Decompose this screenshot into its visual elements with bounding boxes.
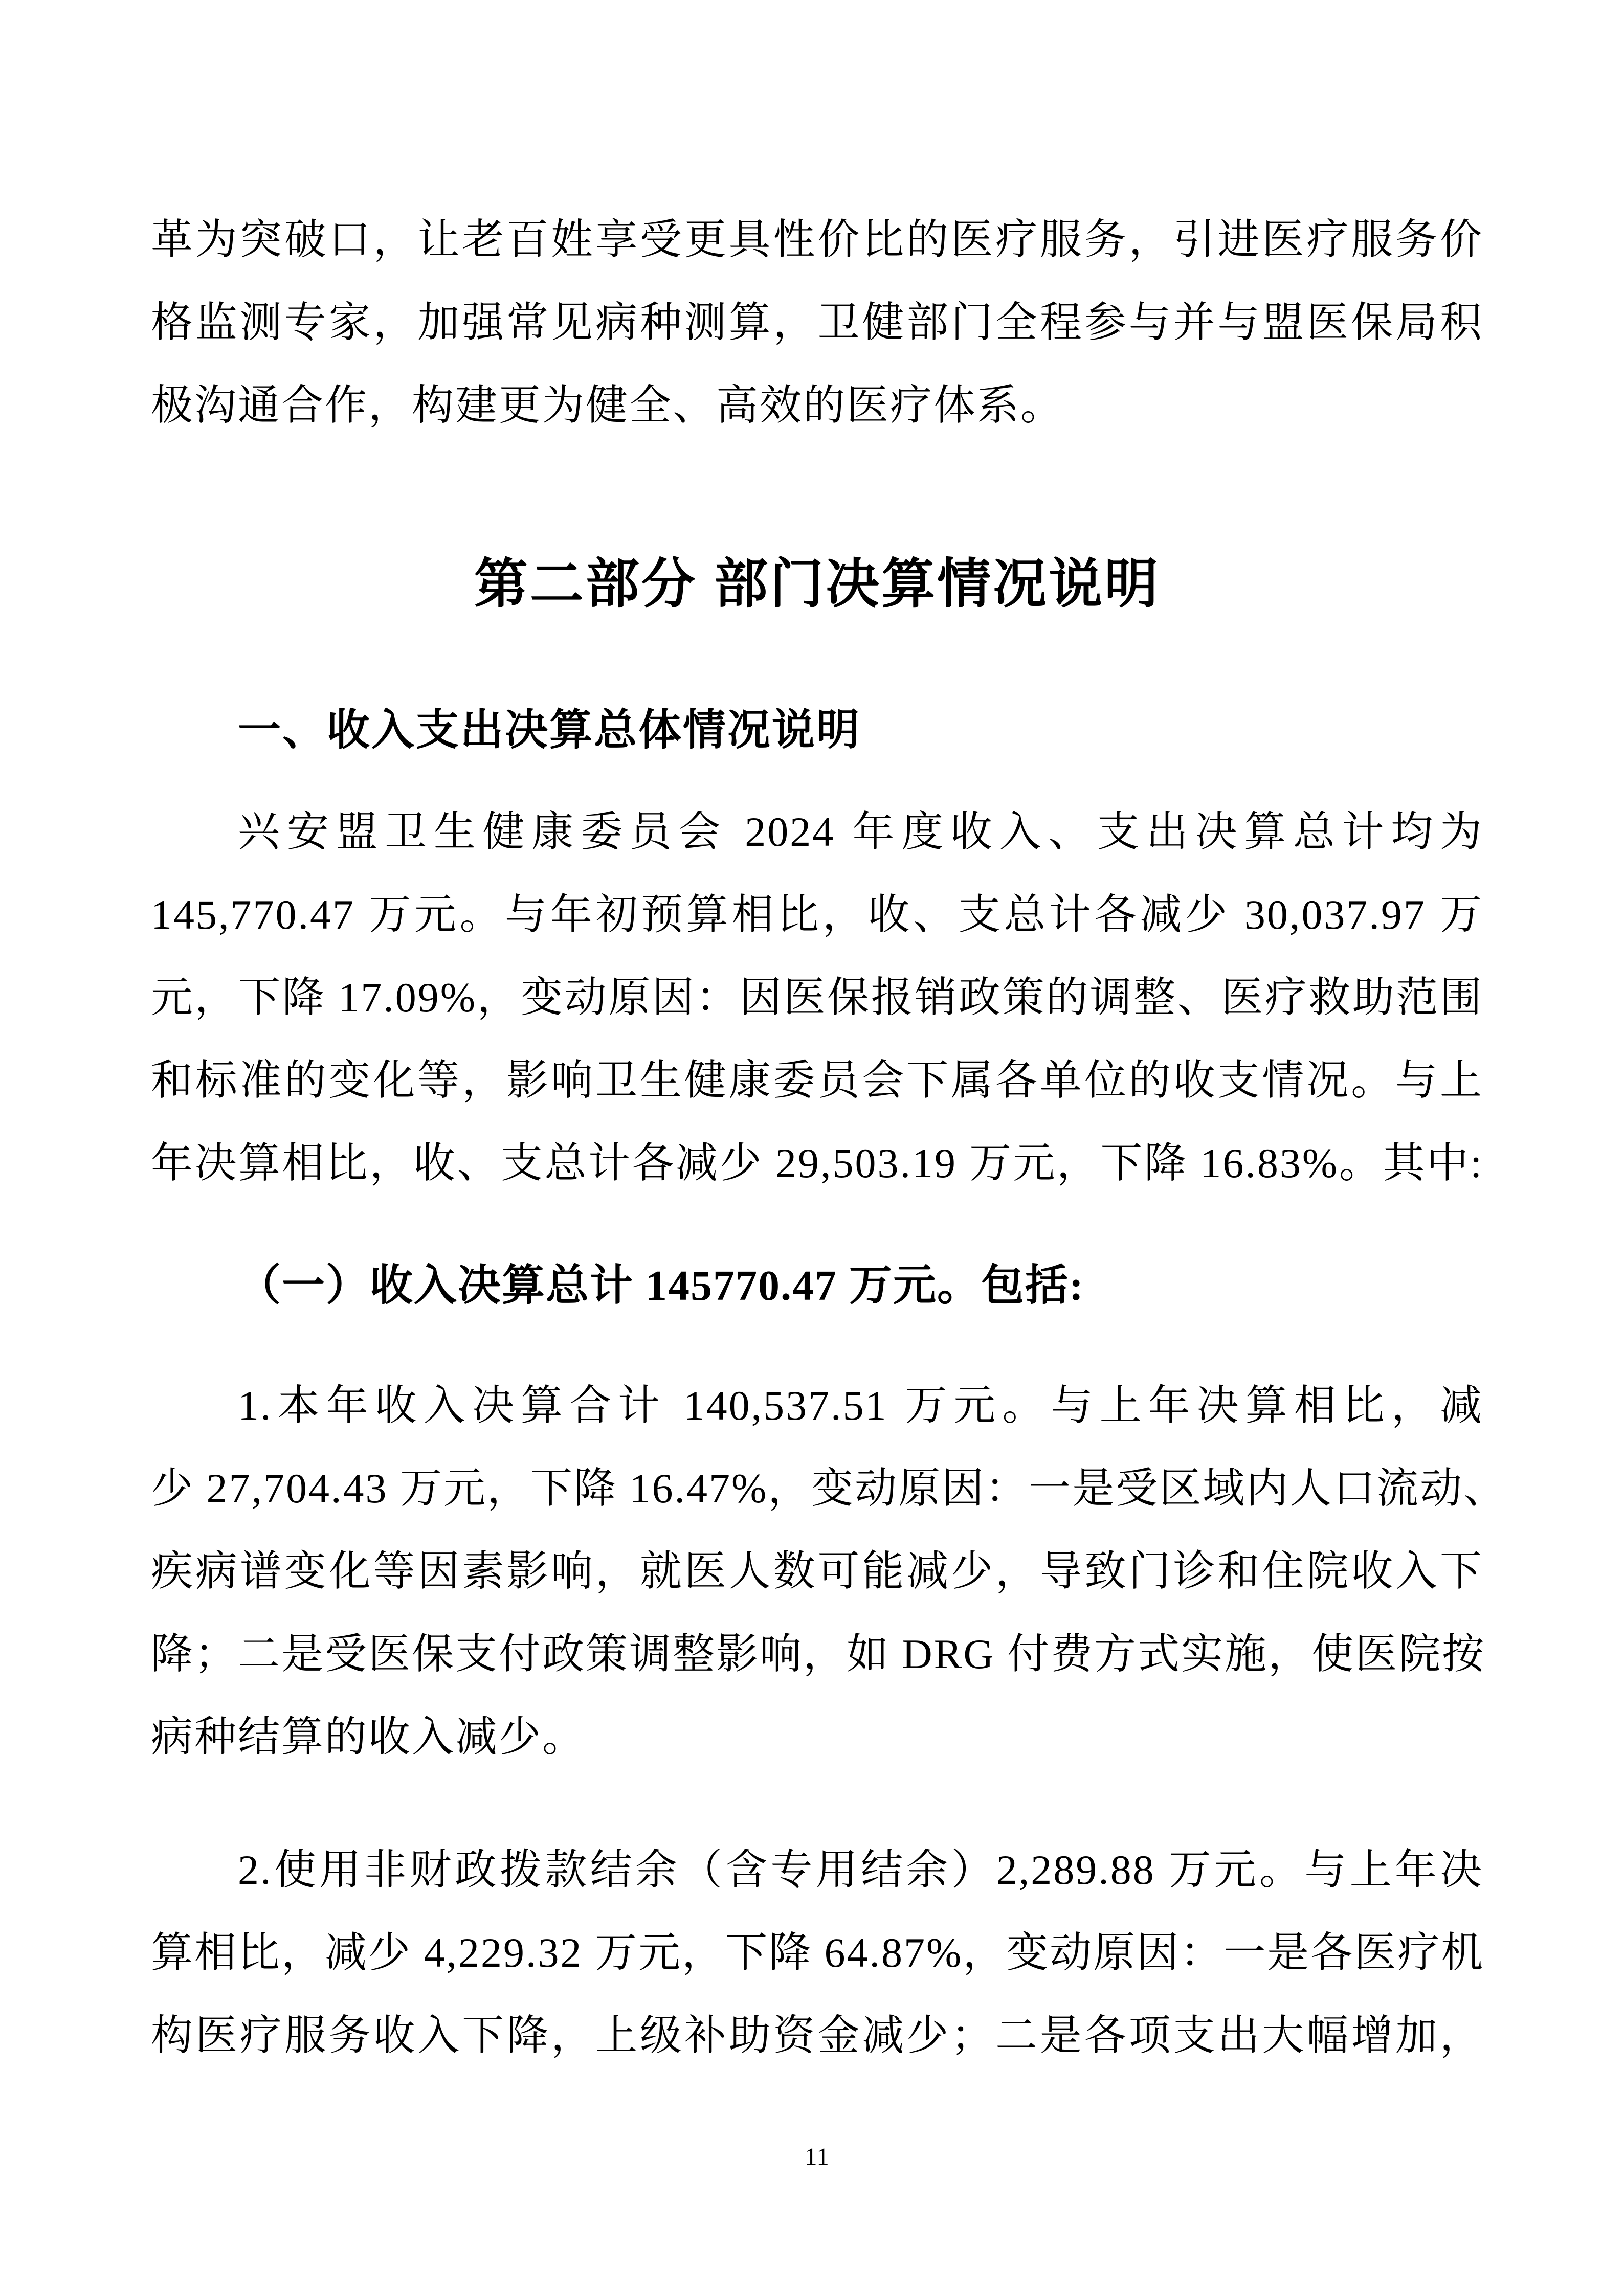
item2-paragraph: [151, 1829, 1483, 2077]
text-line: 和标准的变化等，影响卫生健康委员会下属各单位的收支情况。与上: [151, 1057, 1483, 1104]
text-line: 病种结算的收入减少。: [151, 1714, 586, 1760]
text-line: 降；二是受医保支付政策调整影响，如 DRG 付费方式实施，使医院按: [151, 1631, 1486, 1677]
page-content: [151, 0, 1507, 2171]
text-line: 1.本年收入决算合计 140,537.51 万元。与上年决算相比，减: [238, 1382, 1483, 1429]
overview-paragraph: [151, 791, 1483, 1205]
page-number: 11: [805, 2143, 830, 2170]
text-line: 年决算相比，收、支总计各减少 29,503.19 万元，下降 16.83%。其中:: [151, 1140, 1483, 1186]
part-title: 第二部分 部门决算情况说明: [474, 554, 1161, 614]
text-line: 格监测专家，加强常见病种测算，卫健部门全程参与并与盟医保局积: [151, 299, 1483, 346]
text-line: 革为突破口，让老百姓享受更具性价比的医疗服务，引进医疗服务价: [151, 216, 1483, 263]
text-line: 疾病谱变化等因素影响，就医人数可能减少，导致门诊和住院收入下: [151, 1548, 1483, 1594]
text-line: 兴安盟卫生健康委员会 2024 年度收入、支出决算总计均为: [238, 808, 1483, 855]
text-line: 元，下降 17.09%，变动原因：因医保报销政策的调整、医疗救助范围: [151, 974, 1483, 1021]
text-line: 2.使用非财政拨款结余（含专用结余）2,289.88 万元。与上年决: [238, 1847, 1483, 1893]
text-line: 少 27,704.43 万元，下降 16.47%，变动原因：一是受区域内人口流动、: [151, 1465, 1507, 1512]
intro-paragraph: [151, 198, 1483, 447]
text-line: 算相比，减少 4,229.32 万元，下降 64.87%，变动原因：一是各医疗机: [151, 1929, 1485, 1976]
text-line: 极沟通合作，构建更为健全、高效的医疗体系。: [151, 382, 1064, 429]
text-line: 145,770.47 万元。与年初预算相比，收、支总计各减少 30,037.97 万: [151, 891, 1483, 938]
item1-paragraph: [151, 1364, 1507, 1779]
heading-income-total: （一）收入决算总计 145770.47 万元。包括:: [238, 1262, 1084, 1310]
heading-overview: 一、收入支出决算总体情况说明: [238, 706, 861, 754]
text-line: 构医疗服务收入下降，上级补助资金减少；二是各项支出大幅增加，: [151, 2012, 1483, 2059]
